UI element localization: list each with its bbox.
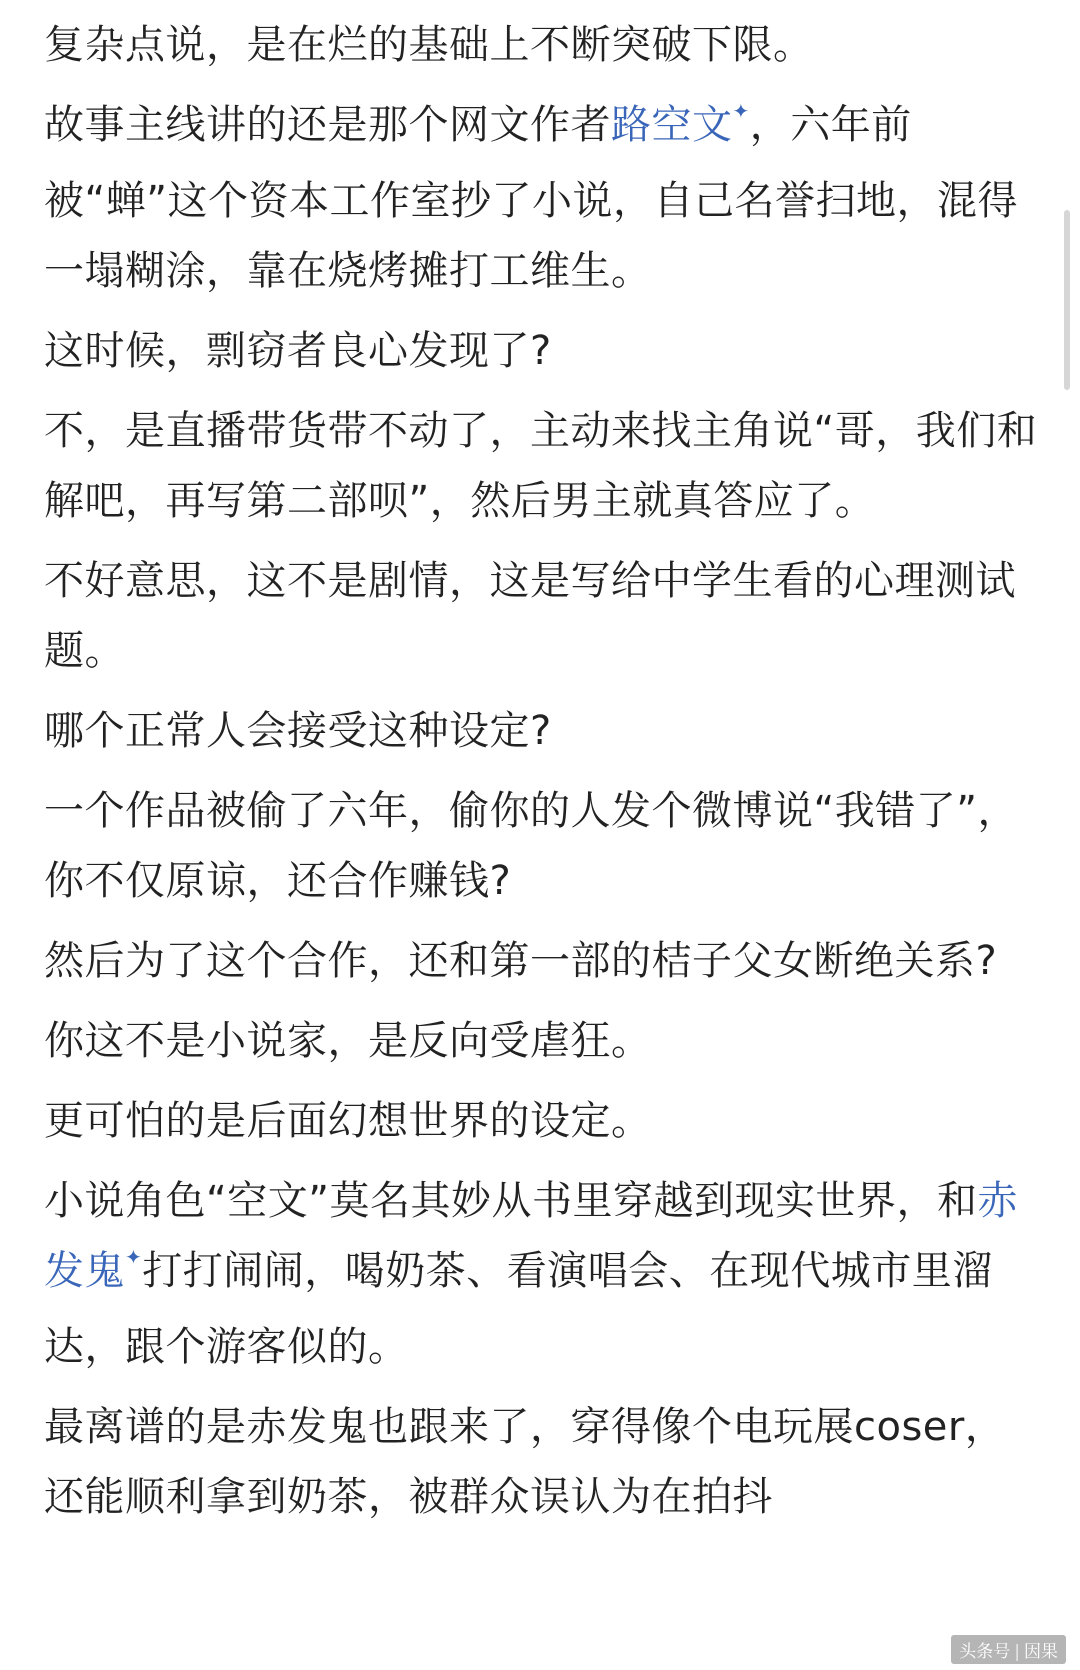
- paragraph-text: 小说角色“空文”莫名其妙从书里穿越到现实世界，和: [44, 1178, 978, 1224]
- paragraph: [44, 776, 1044, 916]
- paragraph-text: 复杂点说，是在烂的基础上不断突破下限。: [44, 22, 814, 68]
- sparkle-icon: ✦: [732, 99, 750, 123]
- paragraph: [44, 316, 1044, 386]
- paragraph: [44, 1006, 1044, 1076]
- paragraph-text: 一个作品被偷了六年，偷你的人发个微博说“我错了”，你不仅原谅，还合作赚钱?: [44, 788, 1018, 904]
- paragraph-text: 最离谱的是赤发鬼也跟来了，穿得像个电玩展coser，还能顺利拿到奶茶，被群众误认为在拍抖: [44, 1404, 1006, 1520]
- watermark: [951, 1635, 1066, 1664]
- watermark-divider: |: [1014, 1642, 1020, 1662]
- paragraph: [44, 396, 1044, 536]
- watermark-author: 因果: [1024, 1642, 1058, 1662]
- paragraph-text: 你这不是小说家，是反向受虐狂。: [44, 1018, 652, 1064]
- paragraph-text: 不好意思，这不是剧情，这是写给中学生看的心理测试题。: [44, 558, 1016, 674]
- paragraph-text: 不，是直播带货带不动了，主动来找主角说“哥，我们和解吧，再写第二部呗”，然后男主就真答应了。: [44, 408, 1038, 524]
- paragraph-text: 打打闹闹，喝奶茶、看演唱会、在现代城市里溜达，跟个游客似的。: [44, 1248, 993, 1370]
- article-body: [44, 10, 1044, 1542]
- entity-link[interactable]: 赤发鬼: [44, 1178, 1018, 1294]
- paragraph-text: ，六年前被“蝉”这个资本工作室抄了小说，自己名誉扫地，混得一塌糊涂，靠在烧烤摊打工维生。: [44, 102, 1018, 294]
- paragraph: [44, 546, 1044, 686]
- paragraph: [44, 696, 1044, 766]
- paragraph-text: 哪个正常人会接受这种设定?: [44, 708, 552, 754]
- paragraph-text: 这时候，剽窃者良心发现了?: [44, 328, 552, 374]
- paragraph: [44, 1166, 1044, 1382]
- entity-link[interactable]: 路空文: [611, 102, 733, 148]
- watermark-source: 头条号: [959, 1642, 1011, 1662]
- paragraph: [44, 90, 1044, 306]
- sparkle-icon: ✦: [125, 1245, 143, 1269]
- paragraph-text: 然后为了这个合作，还和第一部的桔子父女断绝关系?: [44, 938, 998, 984]
- paragraph: [44, 10, 1044, 80]
- paragraph: [44, 1392, 1044, 1532]
- paragraph-text: 更可怕的是后面幻想世界的设定。: [44, 1098, 652, 1144]
- paragraph: [44, 1086, 1044, 1156]
- paragraph-text: 故事主线讲的还是那个网文作者: [44, 102, 611, 148]
- scrollbar[interactable]: [1064, 210, 1070, 390]
- paragraph: [44, 926, 1044, 996]
